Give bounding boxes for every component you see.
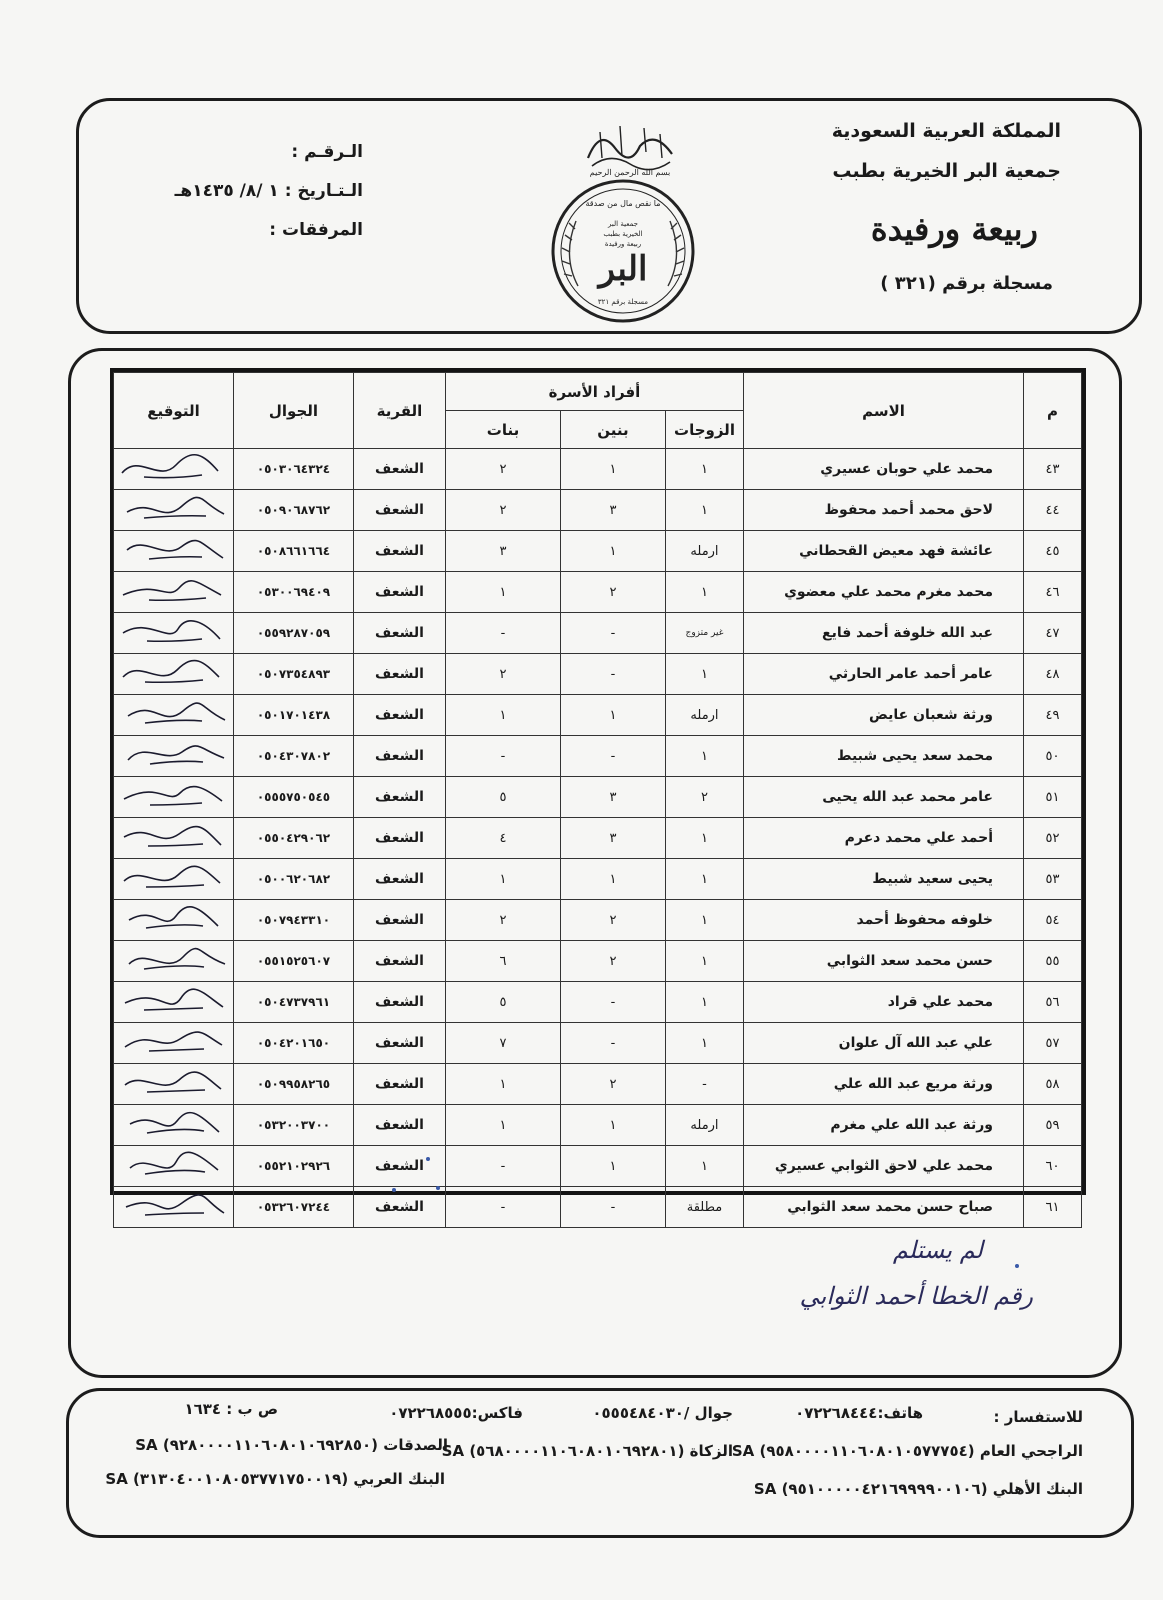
beneficiary-name: عائشة فهد معيض القحطاني	[744, 531, 1024, 572]
sons-count: ٢	[561, 572, 666, 613]
svg-text:الخيرية بطبب: الخيرية بطبب	[603, 230, 643, 238]
row-number: ٥٠	[1024, 736, 1082, 777]
handwritten-signature	[114, 1023, 232, 1059]
header-signature: التوقيع	[113, 373, 233, 449]
village: الشعف	[353, 982, 445, 1023]
handwritten-signature	[114, 613, 232, 649]
header-name: الاسم	[744, 373, 1024, 449]
sons-count: ١	[561, 695, 666, 736]
wives-count: ١	[666, 736, 744, 777]
handwritten-signature	[114, 531, 232, 567]
wives-count: ارمله	[666, 695, 744, 736]
wives-count: ١	[666, 1146, 744, 1187]
table-row	[113, 1105, 1081, 1146]
sons-count: ١	[561, 531, 666, 572]
ink-speck	[426, 1157, 430, 1161]
signature-cell	[113, 777, 233, 818]
mobile-number: ٠٥٠٧٣٥٤٨٩٣	[233, 654, 353, 695]
wives-count: ١	[666, 449, 744, 490]
wives-count: ١	[666, 982, 744, 1023]
handwritten-signature	[114, 572, 232, 608]
beneficiaries-table	[110, 368, 1086, 1215]
table-row	[113, 859, 1081, 900]
daughters-count: ٢	[445, 654, 560, 695]
beneficiary-name: عامر محمد عبد الله يحيى	[744, 777, 1024, 818]
row-number: ٥٧	[1024, 1023, 1082, 1064]
wives-count: ارمله	[666, 531, 744, 572]
sons-count: ٢	[561, 1064, 666, 1105]
header-family-members: أفراد الأسرة	[445, 373, 743, 411]
row-number: ٤٩	[1024, 695, 1082, 736]
footer-phone: هاتف:٠٧٢٢٦٨٤٤٤	[795, 1404, 923, 1422]
row-number: ٦١	[1024, 1187, 1082, 1228]
beneficiary-name: لاحق محمد أحمد محفوظ	[744, 490, 1024, 531]
daughters-count: ١	[445, 859, 560, 900]
signature-cell	[113, 531, 233, 572]
wives-count: ٢	[666, 777, 744, 818]
mobile-number: ٠٥٠٠٦٢٠٦٨٢	[233, 859, 353, 900]
sons-count: ١	[561, 1105, 666, 1146]
sons-count: -	[561, 982, 666, 1023]
beneficiary-name: صباح حسن محمد سعد الثوابي	[744, 1187, 1024, 1228]
daughters-count: ٢	[445, 449, 560, 490]
ministry-title: المملكة العربية السعودية	[831, 120, 1061, 142]
svg-text:البر: البر	[598, 249, 648, 289]
ink-speck	[436, 1186, 440, 1190]
mobile-number: ٠٥٠٣٠٦٤٣٢٤	[233, 449, 353, 490]
village: الشعف	[353, 654, 445, 695]
mobile-number: ٠٥٠٩٩٥٨٢٦٥	[233, 1064, 353, 1105]
sons-count: -	[561, 736, 666, 777]
footer-inquiry: للاستفسار :	[993, 1408, 1083, 1426]
signature-cell	[113, 900, 233, 941]
beneficiary-name: أحمد علي محمد دعرم	[744, 818, 1024, 859]
handwritten-signature	[114, 777, 232, 813]
village: الشعف	[353, 1187, 445, 1228]
mobile-number: ٠٥٠١٧٠١٤٣٨	[233, 695, 353, 736]
handwritten-signature	[114, 982, 232, 1018]
table-row	[113, 900, 1081, 941]
daughters-count: ٤	[445, 818, 560, 859]
header-no: م	[1024, 373, 1082, 449]
footer-ahli-account: البنك الأهلي (٩٥١٠٠٠٠٠٤٢١٦٩٩٩٩٠٠١٠٦) SA	[753, 1480, 1083, 1498]
beneficiary-name: محمد مغرم محمد علي معضوي	[744, 572, 1024, 613]
signature-cell	[113, 695, 233, 736]
footer-mobile: جوال /٠٥٥٥٤٨٤٠٣٠	[592, 1404, 733, 1422]
society-name: جمعية البر الخيرية بطبب	[832, 160, 1061, 182]
mobile-number: ٠٥٠٤٢٠١٦٥٠	[233, 1023, 353, 1064]
sons-count: -	[561, 1023, 666, 1064]
daughters-count: -	[445, 736, 560, 777]
svg-text:بسم الله الرحمن الرحيم: بسم الله الرحمن الرحيم	[589, 168, 671, 177]
beneficiary-name: ورثة مريع عبد الله علي	[744, 1064, 1024, 1105]
mobile-number: ٠٥٠٤٧٣٧٩٦١	[233, 982, 353, 1023]
mobile-number: ٠٥٥١٥٢٥٦٠٧	[233, 941, 353, 982]
village: الشعف	[353, 449, 445, 490]
date-field: الـتـاريخ : ١ /٨/ ١٤٣٥هـ	[174, 181, 363, 201]
wives-count: ١	[666, 941, 744, 982]
signature-cell	[113, 1146, 233, 1187]
sons-count: ٢	[561, 900, 666, 941]
handwritten-signature	[114, 941, 232, 977]
village: الشعف	[353, 818, 445, 859]
footer-fax: فاكس:٠٧٢٢٦٨٥٥٥	[389, 1404, 523, 1422]
daughters-count: -	[445, 1187, 560, 1228]
table-row	[113, 449, 1081, 490]
footer-rajhi-account: الراجحي العام (٩٥٨٠٠٠٠١١٠٦٠٨٠١٠٥٧٧٧٥٤) SA	[731, 1442, 1083, 1460]
handwritten-signature	[114, 449, 232, 485]
row-number: ٤٦	[1024, 572, 1082, 613]
mobile-number: ٠٥٥٩٢٨٧٠٥٩	[233, 613, 353, 654]
row-number: ٤٧	[1024, 613, 1082, 654]
row-number: ٥٢	[1024, 818, 1082, 859]
mobile-number: ٠٥٣٠٠٦٩٤٠٩	[233, 572, 353, 613]
wives-count: ١	[666, 572, 744, 613]
row-number: ٤٥	[1024, 531, 1082, 572]
signature-cell	[113, 1064, 233, 1105]
sons-count: ١	[561, 859, 666, 900]
wives-count: ١	[666, 818, 744, 859]
mobile-number: ٠٥٠٧٩٤٣٣١٠	[233, 900, 353, 941]
sons-count: -	[561, 613, 666, 654]
table-row	[113, 777, 1081, 818]
sons-count: -	[561, 1187, 666, 1228]
daughters-count: ١	[445, 572, 560, 613]
mobile-number: ٠٥٥٢١٠٢٩٢٦	[233, 1146, 353, 1187]
attachments-field: المرفقات :	[269, 220, 363, 240]
daughters-count: ٧	[445, 1023, 560, 1064]
mobile-number: ٠٥٠٨٦٦١٦٦٤	[233, 531, 353, 572]
handwritten-signature	[114, 1187, 232, 1223]
wives-count: ١	[666, 900, 744, 941]
mobile-number: ٠٥٥٥٧٥٠٥٤٥	[233, 777, 353, 818]
society-seal	[548, 176, 698, 326]
village: الشعف	[353, 1105, 445, 1146]
row-number: ٦٠	[1024, 1146, 1082, 1187]
signature-cell	[113, 859, 233, 900]
table-row	[113, 1146, 1081, 1187]
village: الشعف	[353, 900, 445, 941]
signature-cell	[113, 1105, 233, 1146]
handwritten-signature	[114, 900, 232, 936]
handwritten-signature	[114, 1146, 232, 1182]
village: الشعف	[353, 695, 445, 736]
village: الشعف	[353, 572, 445, 613]
row-number: ٥٥	[1024, 941, 1082, 982]
mobile-number: ٠٥٠٤٣٠٧٨٠٢	[233, 736, 353, 777]
footer-arab-account: البنك العربي (٣١٣٠٤٠٠١٠٨٠٥٣٧٧١٧٥٠٠١٩) SA	[105, 1470, 445, 1488]
table-row	[113, 1023, 1081, 1064]
handwritten-signature	[114, 490, 232, 526]
sons-count: ١	[561, 1146, 666, 1187]
sons-count: ٣	[561, 777, 666, 818]
mobile-number: ٠٥٥٠٤٢٩٠٦٢	[233, 818, 353, 859]
beneficiary-name: محمد علي قراد	[744, 982, 1024, 1023]
handwritten-note-line-2: رقم الخطا أحمد الثوابي	[799, 1282, 1033, 1310]
registration-number: مسجلة برقم (٣٢١ )	[880, 273, 1053, 294]
village: الشعف	[353, 1023, 445, 1064]
svg-text:ربيعة ورفيدة: ربيعة ورفيدة	[604, 240, 642, 248]
ink-speck	[1015, 1264, 1019, 1268]
sons-count: ٣	[561, 818, 666, 859]
wives-count: غير متزوج	[666, 613, 744, 654]
header-mobile: الجوال	[233, 373, 353, 449]
beneficiary-name: علي عبد الله آل علوان	[744, 1023, 1024, 1064]
reference-field: الـرقـم :	[291, 142, 363, 162]
mobile-number: ٠٥٣٢٦٠٧٢٤٤	[233, 1187, 353, 1228]
signature-cell	[113, 1023, 233, 1064]
village: الشعف	[353, 531, 445, 572]
beneficiary-name: ورثة شعبان عايض	[744, 695, 1024, 736]
footer-pobox: ص ب : ١٦٣٤	[184, 1400, 278, 1418]
table-row	[113, 490, 1081, 531]
beneficiary-name: عبد الله خلوفة أحمد فايع	[744, 613, 1024, 654]
village: الشعف	[353, 1064, 445, 1105]
sons-count: ١	[561, 449, 666, 490]
table-row	[113, 695, 1081, 736]
svg-text:مسجلة برقم ٣٢١: مسجلة برقم ٣٢١	[597, 298, 649, 306]
header-daughters: بنات	[445, 411, 560, 449]
table-row	[113, 654, 1081, 695]
beneficiary-name: عامر أحمد عامر الحارثي	[744, 654, 1024, 695]
signature-cell	[113, 613, 233, 654]
svg-text:ما نقص مال من صدقة: ما نقص مال من صدقة	[585, 199, 661, 208]
row-number: ٥٣	[1024, 859, 1082, 900]
signature-cell	[113, 736, 233, 777]
village: الشعف	[353, 777, 445, 818]
beneficiary-name: محمد علي حوبان عسيري	[744, 449, 1024, 490]
daughters-count: ٣	[445, 531, 560, 572]
signature-cell	[113, 449, 233, 490]
beneficiary-name: خلوفه محفوظ أحمد	[744, 900, 1024, 941]
handwritten-signature	[114, 818, 232, 854]
table-row	[113, 982, 1081, 1023]
row-number: ٥٩	[1024, 1105, 1082, 1146]
wives-count: ١	[666, 654, 744, 695]
branch-name: ربيعة ورفيدة	[870, 210, 1038, 248]
table-row	[113, 572, 1081, 613]
row-number: ٥٨	[1024, 1064, 1082, 1105]
village: الشعف	[353, 736, 445, 777]
row-number: ٥١	[1024, 777, 1082, 818]
daughters-count: ٥	[445, 982, 560, 1023]
mobile-number: ٠٥٣٢٠٠٣٧٠٠	[233, 1105, 353, 1146]
village: الشعف	[353, 613, 445, 654]
table-row	[113, 613, 1081, 654]
svg-text:جمعية البر: جمعية البر	[608, 220, 638, 228]
beneficiary-name: حسن محمد سعد الثوابي	[744, 941, 1024, 982]
beneficiary-name: محمد علي لاحق الثوابي عسيري	[744, 1146, 1024, 1187]
row-number: ٥٦	[1024, 982, 1082, 1023]
village: الشعف	[353, 1146, 445, 1187]
basmala-calligraphy	[580, 118, 680, 178]
daughters-count: ٦	[445, 941, 560, 982]
signature-cell	[113, 941, 233, 982]
daughters-count: ٢	[445, 490, 560, 531]
row-number: ٤٨	[1024, 654, 1082, 695]
wives-count: -	[666, 1064, 744, 1105]
daughters-count: -	[445, 1146, 560, 1187]
ink-speck	[392, 1188, 396, 1192]
wives-count: ١	[666, 859, 744, 900]
handwritten-signature	[114, 654, 232, 690]
handwritten-signature	[114, 1064, 232, 1100]
daughters-count: -	[445, 613, 560, 654]
daughters-count: ١	[445, 695, 560, 736]
sons-count: -	[561, 654, 666, 695]
wives-count: ١	[666, 490, 744, 531]
daughters-count: ١	[445, 1105, 560, 1146]
village: الشعف	[353, 490, 445, 531]
header-village: القرية	[353, 373, 445, 449]
beneficiary-name: يحيى سعيد شبيط	[744, 859, 1024, 900]
row-number: ٤٤	[1024, 490, 1082, 531]
handwritten-signature	[114, 859, 232, 895]
table-row	[113, 818, 1081, 859]
row-number: ٥٤	[1024, 900, 1082, 941]
table-row	[113, 531, 1081, 572]
sons-count: ٢	[561, 941, 666, 982]
footer-zakat-account: الزكاة (٥٦٨٠٠٠٠١١٠٦٠٨٠١٠٦٩٢٨٠١) SA	[441, 1442, 733, 1460]
wives-count: مطلقة	[666, 1187, 744, 1228]
signature-cell	[113, 818, 233, 859]
table-row	[113, 1064, 1081, 1105]
handwritten-signature	[114, 1105, 232, 1141]
beneficiary-name: محمد سعد يحيى شبيط	[744, 736, 1024, 777]
mobile-number: ٠٥٠٩٠٦٨٧٦٢	[233, 490, 353, 531]
signature-cell	[113, 572, 233, 613]
handwritten-note-line-1: لم يستلم	[892, 1236, 983, 1264]
daughters-count: ٢	[445, 900, 560, 941]
footer-sadaqat-account: الصدقات (٩٢٨٠٠٠٠١١٠٦٠٨٠١٠٦٩٢٨٥٠) SA	[135, 1436, 448, 1454]
sons-count: ٣	[561, 490, 666, 531]
signature-cell	[113, 1187, 233, 1228]
handwritten-signature	[114, 695, 232, 731]
signature-cell	[113, 982, 233, 1023]
table-row	[113, 736, 1081, 777]
wives-count: ارمله	[666, 1105, 744, 1146]
daughters-count: ٥	[445, 777, 560, 818]
header-sons: بنين	[561, 411, 666, 449]
row-number: ٤٣	[1024, 449, 1082, 490]
header-wives: الزوجات	[666, 411, 744, 449]
signature-cell	[113, 654, 233, 695]
village: الشعف	[353, 941, 445, 982]
daughters-count: ١	[445, 1064, 560, 1105]
signature-cell	[113, 490, 233, 531]
table-row	[113, 941, 1081, 982]
handwritten-signature	[114, 736, 232, 772]
village: الشعف	[353, 859, 445, 900]
table-row	[113, 1187, 1081, 1228]
beneficiary-name: ورثة عبد الله علي مغرم	[744, 1105, 1024, 1146]
wives-count: ١	[666, 1023, 744, 1064]
